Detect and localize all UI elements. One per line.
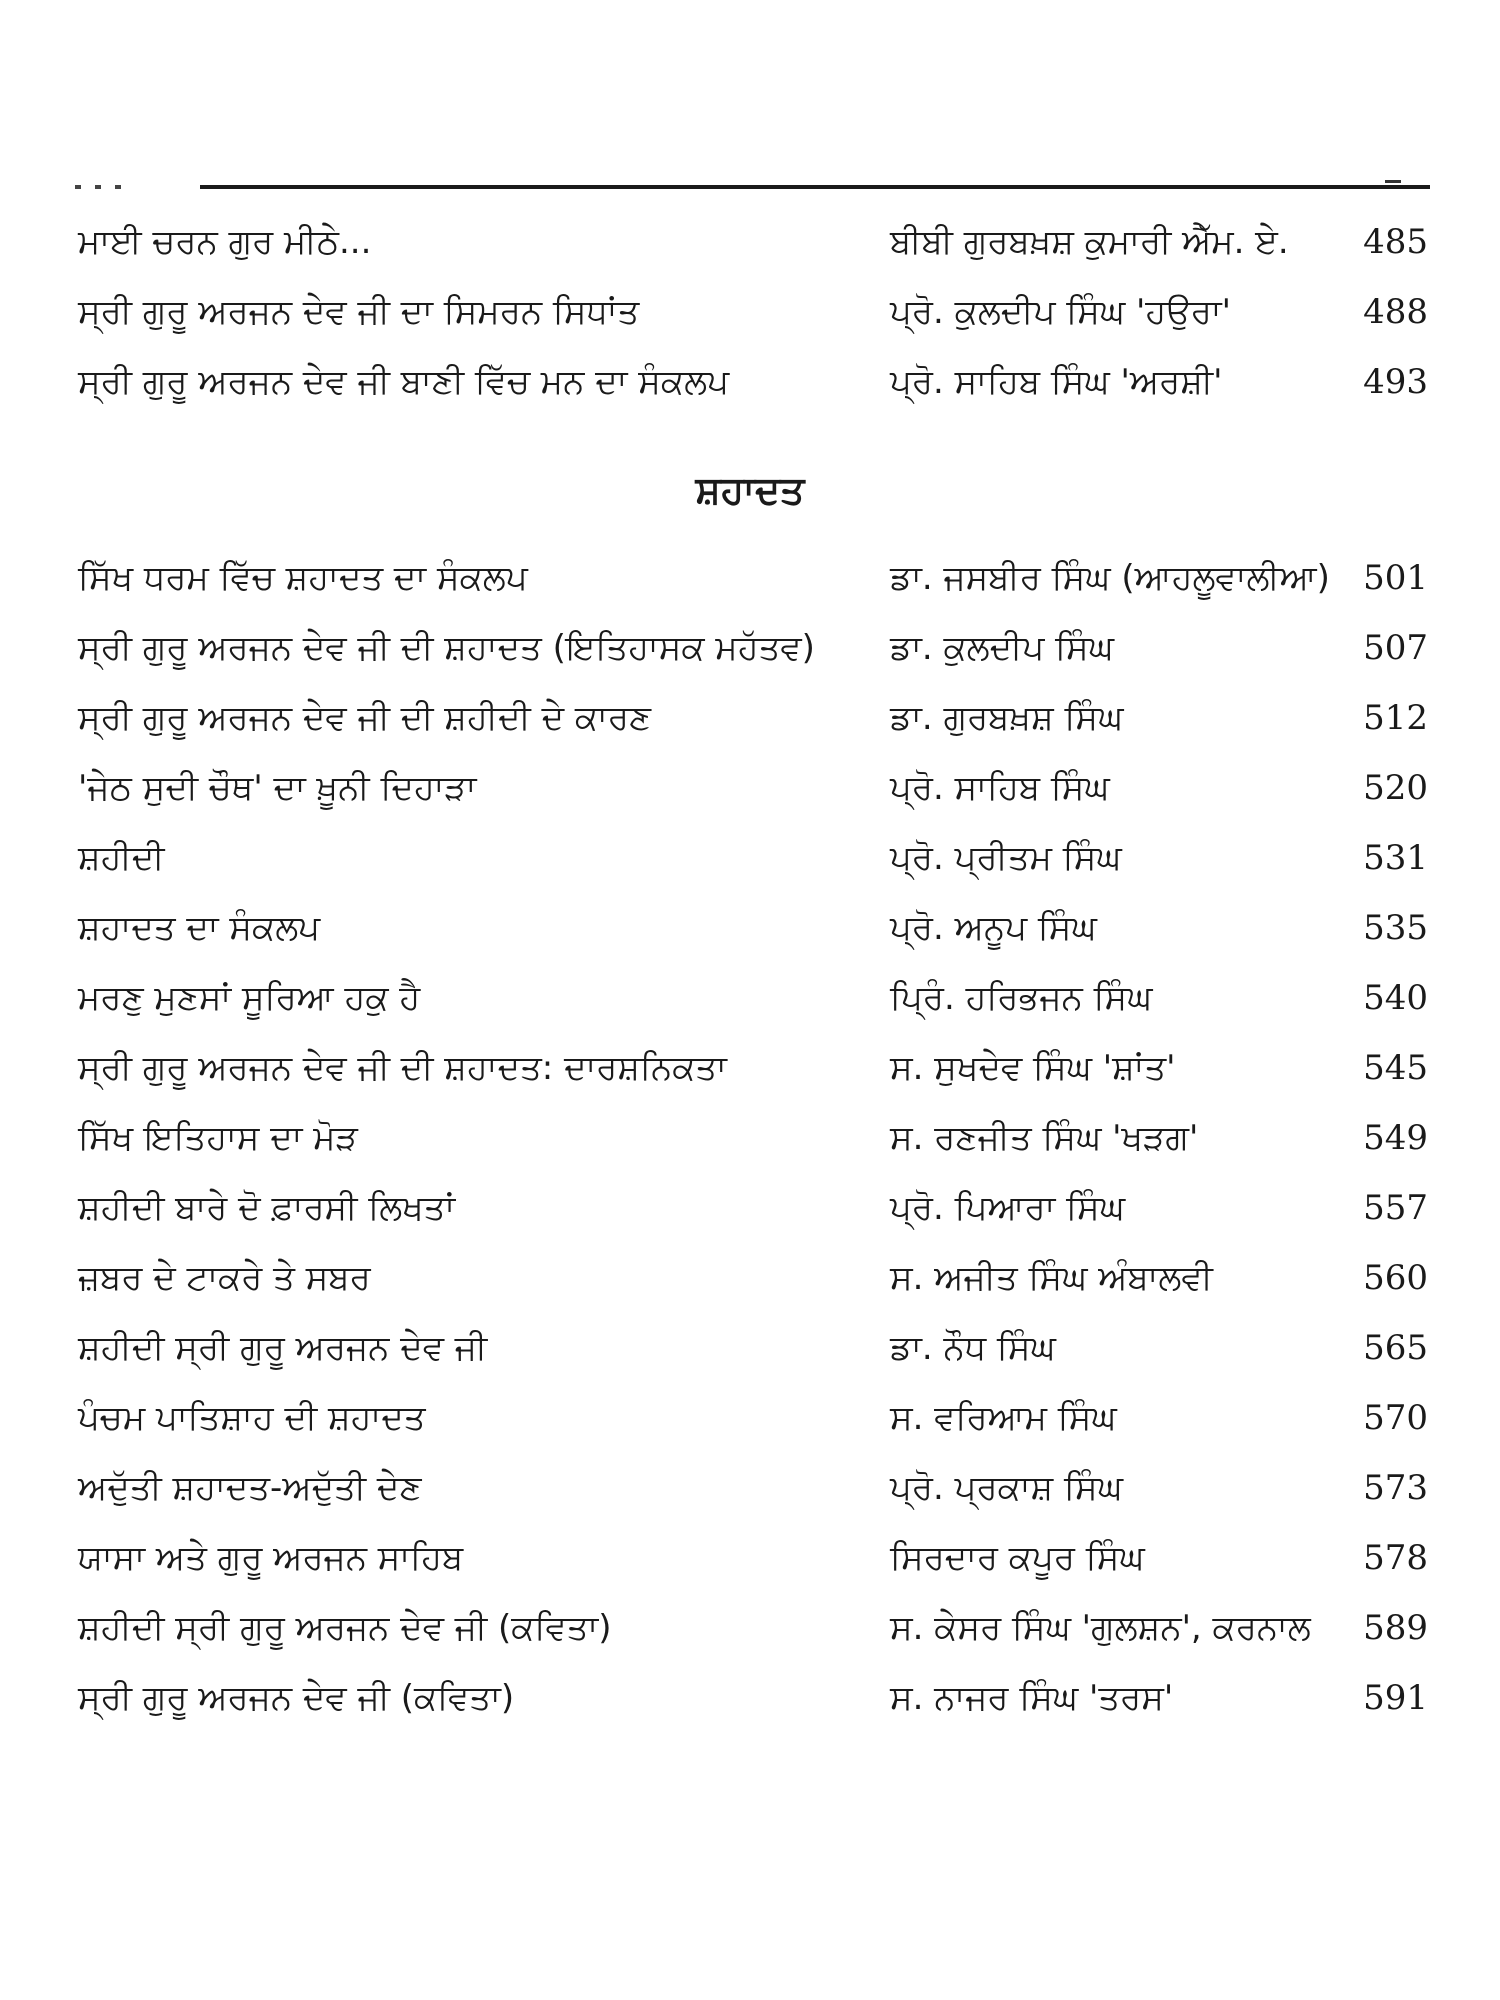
entry-author: ਸ. ਨਾਜਰ ਸਿੰਘ 'ਤਰਸ' xyxy=(890,1678,1174,1718)
toc-entry xyxy=(0,352,1500,412)
entry-page-number: 520 xyxy=(1363,768,1428,808)
entry-title: ਸ਼ਹੀਦੀ ਬਾਰੇ ਦੋ ਫ਼ਾਰਸੀ ਲਿਖਤਾਂ xyxy=(78,1188,456,1228)
entry-page-number: 531 xyxy=(1363,838,1428,878)
header-rule xyxy=(200,185,1430,189)
entry-author: ਸਿਰਦਾਰ ਕਪੂਰ ਸਿੰਘ xyxy=(890,1538,1145,1578)
toc-entry xyxy=(0,1178,1500,1238)
entry-author: ਪ੍ਰੋ. ਪਿਆਰਾ ਸਿੰਘ xyxy=(890,1188,1125,1228)
entry-title: ਮਾਈ ਚਰਨ ਗੁਰ ਮੀਠੇ... xyxy=(78,222,372,262)
entry-author: ਡਾ. ਗੁਰਬਖ਼ਸ਼ ਸਿੰਘ xyxy=(890,698,1124,738)
entry-author: ਡਾ. ਨੌਧ ਸਿੰਘ xyxy=(890,1328,1056,1368)
toc-entry xyxy=(0,1598,1500,1658)
entry-page-number: 589 xyxy=(1363,1608,1428,1648)
entry-author: ਡਾ. ਜਸਬੀਰ ਸਿੰਘ (ਆਹਲੂਵਾਲੀਆ) xyxy=(890,558,1330,598)
entry-author: ਬੀਬੀ ਗੁਰਬਖ਼ਸ਼ ਕੁਮਾਰੀ ਐੱਮ. ਏ. xyxy=(890,222,1289,262)
entry-page-number: 512 xyxy=(1363,698,1428,738)
entry-page-number: 501 xyxy=(1363,558,1428,598)
entry-title: ਸ੍ਰੀ ਗੁਰੂ ਅਰਜਨ ਦੇਵ ਜੀ (ਕਵਿਤਾ) xyxy=(78,1678,515,1718)
entry-page-number: 573 xyxy=(1363,1468,1428,1508)
entry-page-number: 540 xyxy=(1363,978,1428,1018)
entry-page-number: 549 xyxy=(1363,1118,1428,1158)
entry-author: ਸ. ਕੇਸਰ ਸਿੰਘ 'ਗੁਲਸ਼ਨ', ਕਰਨਾਲ xyxy=(890,1608,1311,1648)
entry-page-number: 560 xyxy=(1363,1258,1428,1298)
entry-author: ਸ. ਅਜੀਤ ਸਿੰਘ ਅੰਬਾਲਵੀ xyxy=(890,1258,1213,1298)
entry-title: ਸ੍ਰੀ ਗੁਰੂ ਅਰਜਨ ਦੇਵ ਜੀ ਦੀ ਸ਼ਹੀਦੀ ਦੇ ਕਾਰਣ xyxy=(78,698,652,738)
entry-title: 'ਜੇਠ ਸੁਦੀ ਚੌਥ' ਦਾ ਖ਼ੂਨੀ ਦਿਹਾੜਾ xyxy=(78,768,477,808)
entry-title: ਸ਼ਹੀਦੀ ਸ੍ਰੀ ਗੁਰੂ ਅਰਜਨ ਦੇਵ ਜੀ (ਕਵਿਤਾ) xyxy=(78,1608,612,1648)
entry-author: ਡਾ. ਕੁਲਦੀਪ ਸਿੰਘ xyxy=(890,628,1114,668)
entry-page-number: 557 xyxy=(1363,1188,1428,1228)
entry-author: ਸ. ਰਣਜੀਤ ਸਿੰਘ 'ਖੜਗ' xyxy=(890,1118,1199,1158)
entry-page-number: 565 xyxy=(1363,1328,1428,1368)
entry-author: ਪ੍ਰੋ. ਪ੍ਰੀਤਮ ਸਿੰਘ xyxy=(890,838,1122,878)
entry-title: ਪੰਚਮ ਪਾਤਿਸ਼ਾਹ ਦੀ ਸ਼ਹਾਦਤ xyxy=(78,1398,426,1438)
toc-entry xyxy=(0,828,1500,888)
entry-author: ਸ. ਸੁਖਦੇਵ ਸਿੰਘ 'ਸ਼ਾਂਤ' xyxy=(890,1048,1176,1088)
entry-title: ਅਦੁੱਤੀ ਸ਼ਹਾਦਤ-ਅਦੁੱਤੀ ਦੇਣ xyxy=(78,1468,422,1508)
entry-title: ਸ੍ਰੀ ਗੁਰੂ ਅਰਜਨ ਦੇਵ ਜੀ ਦਾ ਸਿਮਰਨ ਸਿਧਾਂਤ xyxy=(78,292,640,332)
entry-page-number: 507 xyxy=(1363,628,1428,668)
toc-entry xyxy=(0,758,1500,818)
entry-title: ਸ੍ਰੀ ਗੁਰੂ ਅਰਜਨ ਦੇਵ ਜੀ ਦੀ ਸ਼ਹਾਦਤ: ਦਾਰਸ਼ਨਿਕਤਾ xyxy=(78,1048,727,1088)
toc-entry xyxy=(0,1318,1500,1378)
header-dot xyxy=(95,185,101,189)
entry-page-number: 578 xyxy=(1363,1538,1428,1578)
entry-author: ਪ੍ਰੋ. ਸਾਹਿਬ ਸਿੰਘ 'ਅਰਸ਼ੀ' xyxy=(890,362,1223,402)
toc-entry xyxy=(0,1248,1500,1308)
entry-title: ਸ੍ਰੀ ਗੁਰੂ ਅਰਜਨ ਦੇਵ ਜੀ ਬਾਣੀ ਵਿੱਚ ਮਨ ਦਾ ਸੰਕਲਪ xyxy=(78,362,730,402)
toc-entry xyxy=(0,282,1500,342)
entry-page-number: 591 xyxy=(1363,1678,1428,1718)
toc-entry xyxy=(0,212,1500,272)
entry-title: ਸਿੱਖ ਧਰਮ ਵਿੱਚ ਸ਼ਹਾਦਤ ਦਾ ਸੰਕਲਪ xyxy=(78,558,528,598)
entry-title: ਸ਼ਹਾਦਤ ਦਾ ਸੰਕਲਪ xyxy=(78,908,321,948)
entry-author: ਪ੍ਰੋ. ਅਨੂਪ ਸਿੰਘ xyxy=(890,908,1097,948)
entry-page-number: 485 xyxy=(1363,222,1428,262)
entry-title: ਯਾਸਾ ਅਤੇ ਗੁਰੂ ਅਰਜਨ ਸਾਹਿਬ xyxy=(78,1538,464,1578)
entry-title: ਜ਼ਬਰ ਦੇ ਟਾਕਰੇ ਤੇ ਸਬਰ xyxy=(78,1258,371,1298)
entry-author: ਪ੍ਰੋ. ਪ੍ਰਕਾਸ਼ ਸਿੰਘ xyxy=(890,1468,1123,1508)
entry-author: ਪ੍ਰਿੰ. ਹਰਿਭਜਨ ਸਿੰਘ xyxy=(890,978,1153,1018)
entry-page-number: 488 xyxy=(1363,292,1428,332)
header-page-mark xyxy=(75,176,165,184)
section-heading: ਸ਼ਹਾਦਤ xyxy=(695,468,805,512)
entry-title: ਸ੍ਰੀ ਗੁਰੂ ਅਰਜਨ ਦੇਵ ਜੀ ਦੀ ਸ਼ਹਾਦਤ (ਇਤਿਹਾਸਕ ਮਹੱਤਵ) xyxy=(78,628,815,668)
entry-page-number: 545 xyxy=(1363,1048,1428,1088)
entry-title: ਮਰਣੁ ਮੁਣਸਾਂ ਸੂਰਿਆ ਹਕੁ ਹੈ xyxy=(78,978,421,1018)
entry-title: ਸ਼ਹੀਦੀ xyxy=(78,838,165,878)
entry-page-number: 493 xyxy=(1363,362,1428,402)
entry-title: ਸ਼ਹੀਦੀ ਸ੍ਰੀ ਗੁਰੂ ਅਰਜਨ ਦੇਵ ਜੀ xyxy=(78,1328,488,1368)
header-dot xyxy=(115,185,121,189)
toc-entry xyxy=(0,968,1500,1028)
toc-entry xyxy=(0,898,1500,958)
toc-entry xyxy=(0,618,1500,678)
entry-author: ਪ੍ਰੋ. ਸਾਹਿਬ ਸਿੰਘ xyxy=(890,768,1110,808)
entry-page-number: 535 xyxy=(1363,908,1428,948)
toc-entry xyxy=(0,1668,1500,1728)
toc-entry xyxy=(0,1528,1500,1588)
header-corner-mark xyxy=(1385,180,1401,183)
entry-author: ਪ੍ਰੋ. ਕੁਲਦੀਪ ਸਿੰਘ 'ਹਉਰਾ' xyxy=(890,292,1231,332)
entry-page-number: 570 xyxy=(1363,1398,1428,1438)
entry-author: ਸ. ਵਰਿਆਮ ਸਿੰਘ xyxy=(890,1398,1117,1438)
toc-entry xyxy=(0,548,1500,608)
toc-entry xyxy=(0,688,1500,748)
header-dot xyxy=(75,185,81,189)
toc-entry xyxy=(0,1038,1500,1098)
toc-entry xyxy=(0,1108,1500,1168)
toc-entry xyxy=(0,1388,1500,1448)
entry-title: ਸਿੱਖ ਇਤਿਹਾਸ ਦਾ ਮੋੜ xyxy=(78,1118,358,1158)
toc-entry xyxy=(0,1458,1500,1518)
